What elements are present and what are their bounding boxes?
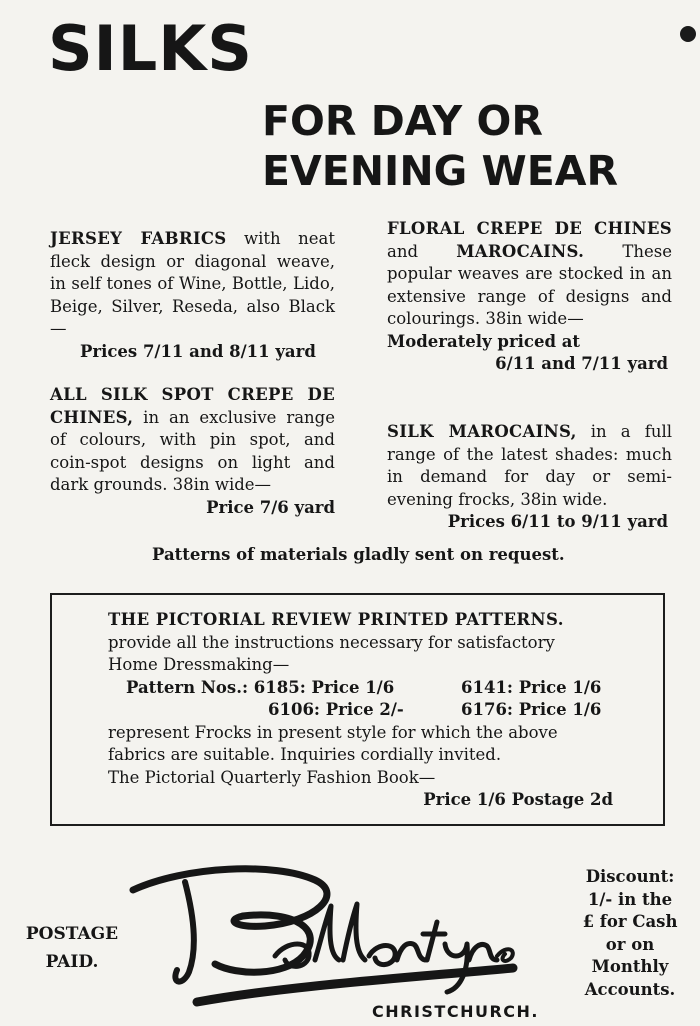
review-line3: represent Frocks in present style for which the above xyxy=(108,722,558,742)
floral-price: 6/11 and 7/11 yard xyxy=(495,354,668,373)
marocain-price: Prices 6/11 to 9/11 yard xyxy=(447,512,668,531)
ballantynes-signature-logo xyxy=(125,860,520,1020)
pattern-price-grid xyxy=(108,677,663,722)
all-silk-spot-block xyxy=(50,384,335,519)
discount-line6: Accounts. xyxy=(584,979,676,999)
discount-line4: or on xyxy=(605,934,655,954)
floral-text: These popular weaves are stocked in an extensive range of designs and colourings. 38in wide— xyxy=(387,241,672,328)
pattern-row2-left: 6106: Price 2/- xyxy=(268,700,404,719)
floral-lead2: MAROCAINS. xyxy=(456,241,585,261)
headline-sub-line2: EVENING WEAR xyxy=(262,147,619,195)
review-title: THE PICTORIAL REVIEW PRINTED PATTERNS. xyxy=(108,610,564,629)
review-line5: The Pictorial Quarterly Fashion Book— xyxy=(108,767,436,787)
review-line1: provide all the instructions necessary for satisfactory xyxy=(108,632,555,652)
headline-sub-line1: FOR DAY OR xyxy=(262,97,543,145)
allsilk-text: in an exclusive range of colours, with pin spot, and coin-spot designs on light and dark grounds. 38in wide— xyxy=(50,407,335,494)
marocain-lead: SILK MAROCAINS, xyxy=(387,422,577,441)
marocain-text: in a full range of the latest shades: much in demand for day or semi-evening frocks, 38in wide. xyxy=(387,422,673,509)
floral-and: and xyxy=(387,241,457,261)
marocain-description xyxy=(387,421,672,511)
jersey-lead: JERSEY FABRICS xyxy=(50,229,227,248)
pattern-row1-right: 6141: Price 1/6 xyxy=(461,677,602,697)
jersey-price: Prices 7/11 and 8/11 yard xyxy=(80,341,316,361)
pattern-row1-left: Pattern Nos.: 6185: Price 1/6 xyxy=(126,677,395,697)
jersey-fabrics-block xyxy=(50,228,335,363)
allsilk-description xyxy=(50,384,335,497)
discount-line5: Monthly xyxy=(591,957,669,976)
jersey-description xyxy=(50,228,335,341)
allsilk-lead: ALL SILK SPOT CREPE DE CHINES, xyxy=(50,385,335,427)
location-christchurch: CHRISTCHURCH. xyxy=(372,1002,539,1021)
allsilk-price: Price 7/6 yard xyxy=(206,497,335,517)
pictorial-review-box xyxy=(50,593,665,826)
discount-line3: £ for Cash xyxy=(582,912,678,931)
postage-line2: PAID. xyxy=(45,952,99,972)
jersey-text: with neat fleck design or diagonal weave, in self tones of Wine, Bottle, Lido, Beige, Silver, Reseda, also Black— xyxy=(50,229,335,338)
discount-line2: 1/- in the xyxy=(587,889,673,909)
review-postage-line: Price 1/6 Postage 2d xyxy=(423,790,613,809)
floral-crepe-block xyxy=(387,218,672,376)
floral-lead: FLORAL CREPE DE CHINES xyxy=(387,219,672,238)
floral-moderate: Moderately priced at xyxy=(387,331,581,351)
review-line2: Home Dressmaking— xyxy=(108,655,290,674)
postage-paid xyxy=(22,920,122,976)
review-line4: fabrics are suitable. Inquiries cordially invited. xyxy=(108,745,502,764)
headline-subtitle xyxy=(262,96,682,196)
headline-silks: SILKS xyxy=(48,12,253,85)
patterns-note: Patterns of materials gladly sent on request. xyxy=(152,545,565,564)
postage-line1: POSTAGE xyxy=(25,924,119,944)
discount-line1: Discount: xyxy=(585,867,675,886)
discount-note xyxy=(570,866,690,1001)
floral-description xyxy=(387,218,672,331)
pattern-row2-right: 6176: Price 1/6 xyxy=(461,700,602,719)
ink-dot xyxy=(680,26,696,42)
silk-marocains-block xyxy=(387,421,672,534)
